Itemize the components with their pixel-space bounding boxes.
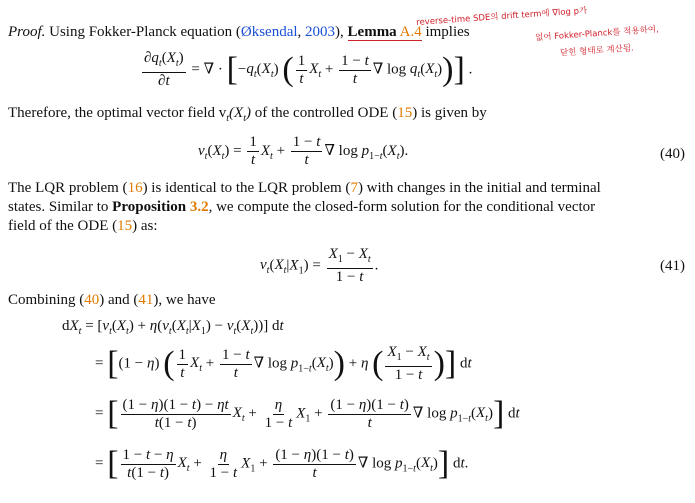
- proposition-ref-link[interactable]: 3.2: [189, 199, 209, 215]
- derivation-line-4: = [ $\frac{1 - t - \eta}{t(1 - t)}$ $X_t$ + $\frac{\eta}{1 - t}$ $X_1$ + $\frac{(1 - \eta)(1 - t)}{t}$ ∇ $\log p_{1-t}(X_t)$] dt.: [95, 445, 469, 482]
- lqr-text-4: states. Similar to: [8, 199, 113, 215]
- therefore-text: Therefore, the optimal vector field v: [8, 105, 227, 121]
- therefore-text-2: of the controlled ODE (: [250, 105, 398, 121]
- implies-word: implies: [425, 24, 470, 40]
- lqr-text-1: The LQR problem (: [8, 180, 128, 196]
- fokker-planck-equation: $\frac{\partial q_t(X_t)}{\partial t}$ = ∇ · [$-q_t(X_t)$ ( $\frac{1}{t}$ $X_t$ + $\frac{1 - t}{t}$ ∇ $\log q_t(X_t)$)] .: [144, 50, 473, 89]
- derivation-line-3: = [ $\frac{(1 - \eta)(1 - t) - \eta t}{t(1 - t)}$ $X_t$ + $\frac{\eta}{1 - t}$ $X_1$ + $\frac{(1 - \eta)(1 - t)}{t}$ ∇ $\log p_{1-t}(X_t)$] dt: [95, 395, 520, 432]
- lqr-text-3: ) with changes in the initial and terminal: [357, 180, 601, 196]
- eq7-ref-link[interactable]: 7: [350, 180, 358, 196]
- eq16-ref-link[interactable]: 16: [127, 180, 143, 196]
- lqr-text-5: , we compute the closed-form solution for the conditional vector: [208, 199, 596, 215]
- proof-line: [8, 24, 470, 41]
- proof-intro: Using Fokker-Planck equation (: [49, 24, 241, 40]
- equation-41-number: (41): [660, 258, 685, 274]
- citation-author-link[interactable]: Øksendal: [240, 24, 298, 40]
- lemma-ref-link[interactable]: A.4: [399, 24, 422, 40]
- eq15-ref-link[interactable]: 15: [397, 105, 413, 121]
- combining-line: [8, 292, 215, 309]
- lqr-text-7: ) as:: [132, 218, 158, 234]
- lemma-reference: [348, 24, 422, 41]
- equation-40: $v_t(X_t)$ = $\frac{1}{t}$ $X_t$ + $\frac{1 - t}{t}$ ∇ $\log p_{1-t}(X_t)$.: [198, 134, 409, 168]
- citation-separator: ,: [297, 24, 306, 40]
- eq41-ref-link[interactable]: 41: [138, 292, 154, 308]
- eq40-ref-link[interactable]: 40: [84, 292, 100, 308]
- handwritten-note-3: 닫힌 형태로 계산됨.: [559, 43, 635, 59]
- combining-text-1: Combining (: [8, 292, 85, 308]
- lqr-line-3: [8, 218, 158, 235]
- handwritten-note-2: 없어 Fokker-Planck를 적용하여,: [534, 24, 660, 44]
- lqr-text-2: ) is identical to the LQR problem (: [142, 180, 351, 196]
- citation-year-link[interactable]: 2003: [305, 24, 336, 40]
- proposition-word: Proposition: [112, 199, 187, 215]
- equation-40-number: (40): [660, 146, 685, 162]
- lqr-line-1: [8, 180, 601, 197]
- citation-close: ),: [335, 24, 344, 40]
- therefore-line: Therefore, the optimal vector field $v_t(X_t)$ of the controlled ODE (15) is given by: [8, 105, 487, 124]
- combining-text-3: ), we have: [153, 292, 216, 308]
- handwritten-note-1: reverse-time SDE의 drift term에 ∇log p가: [415, 6, 588, 28]
- eq15-ref-link-2[interactable]: 15: [117, 218, 133, 234]
- equation-41: $v_t(X_t|X_1)$ = $\frac{X_1 - X_t}{1 - t}$ .: [260, 246, 379, 285]
- proof-label: Proof.: [8, 24, 46, 40]
- derivation-line-1: $dX_t = [v_t(X_t) + \eta(v_t(X_t|X_1) - v_t(X_t))]$ dt: [62, 318, 284, 337]
- given-by-text: ) is given by: [412, 105, 487, 121]
- lemma-word: Lemma: [347, 24, 397, 40]
- derivation-line-2: = [(1 − η) ( $\frac{1}{t}$ $X_t$ + $\frac{1 - t}{t}$ ∇ $\log p_{1-t}(X_t)) + \eta$ ( $\frac{X_1 - X_t}{1 - t}$ )] dt: [95, 344, 472, 383]
- lqr-text-6: field of the ODE (: [8, 218, 118, 234]
- lqr-line-2: [8, 199, 595, 216]
- combining-text-2: ) and (: [99, 292, 139, 308]
